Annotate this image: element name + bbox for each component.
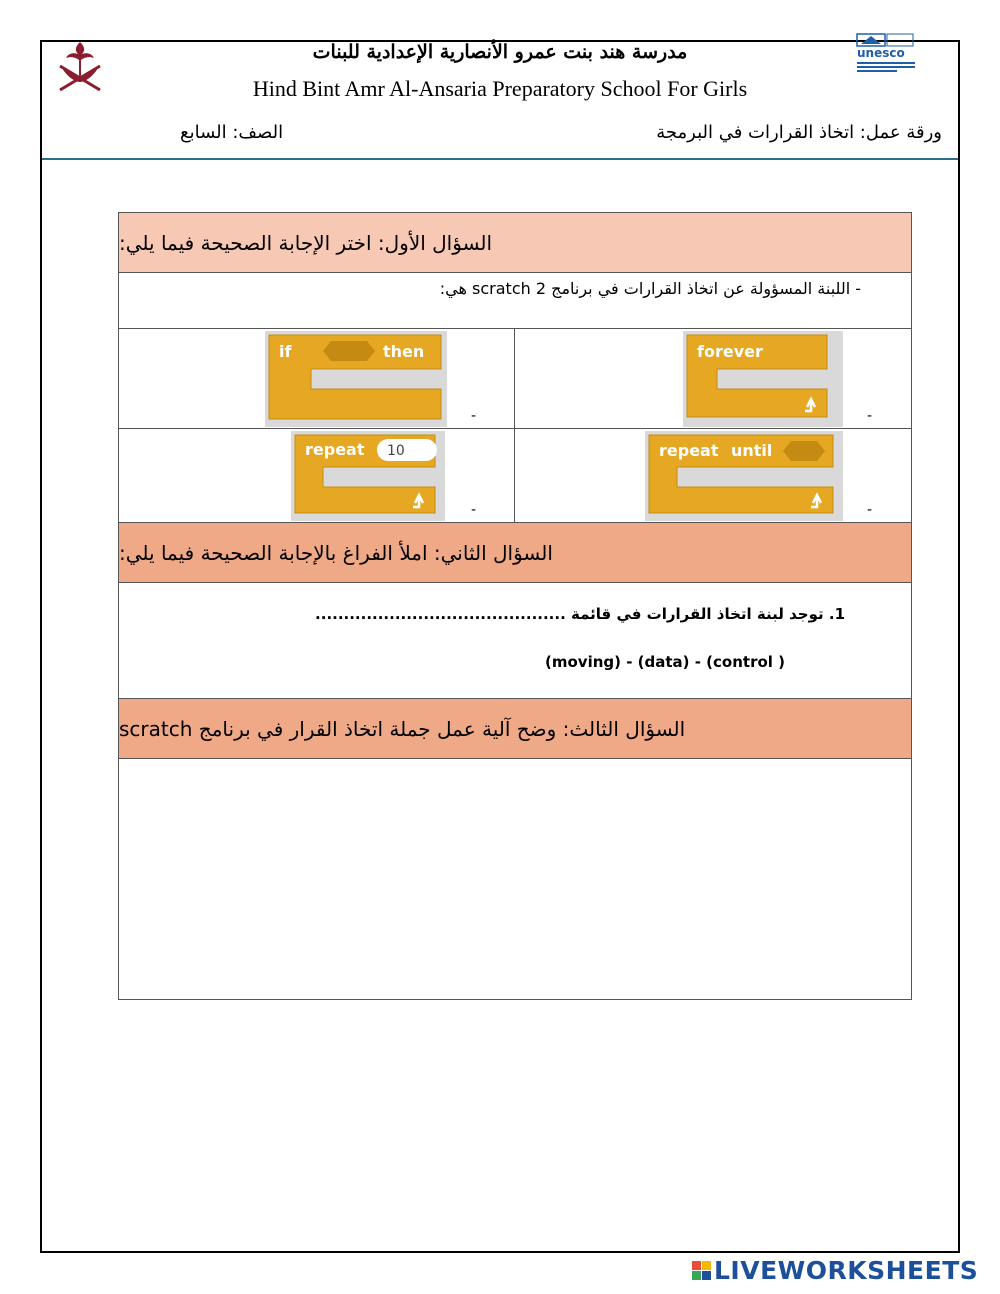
repeat-label: repeat — [305, 440, 365, 459]
repeat-until-block-icon — [645, 431, 843, 521]
questions-table — [118, 212, 912, 1000]
option-forever[interactable] — [515, 329, 911, 428]
if-then-block-icon — [265, 331, 447, 427]
school-name-arabic: مدرسة هند بنت عمرو الأنصارية الإعدادية للبنات — [312, 41, 688, 63]
question3-header — [119, 699, 911, 759]
repeat-count: 10 — [387, 443, 405, 459]
option-repeat-until-dash: - — [867, 502, 873, 518]
if-label: if — [279, 342, 292, 361]
question2-header — [119, 523, 911, 583]
question1-header — [119, 213, 911, 273]
option-repeat-dash: - — [471, 502, 477, 518]
question3-answer-area[interactable] — [119, 759, 911, 999]
liveworksheets-logo-icon — [692, 1261, 711, 1280]
grade-label: الصف: السابع — [180, 122, 284, 143]
question2-choices: (moving) - (data) - (control ) — [545, 653, 786, 671]
then-label: then — [383, 342, 425, 361]
school-name-english: Hind Bint Amr Al-Ansaria Preparatory School For Girls — [252, 76, 748, 101]
repeat-block-icon — [291, 431, 445, 521]
question1-stem: - اللبنة المسؤولة عن اتخاذ القرارات في برنامج scratch 2 هي: — [119, 273, 911, 329]
option-if-then[interactable] — [119, 329, 515, 428]
option-repeat-until[interactable] — [515, 429, 911, 522]
unesco-logo — [855, 32, 917, 78]
question1-title: السؤال الأول: اختر الإجابة الصحيحة فيما يلي: — [119, 230, 493, 255]
forever-block-icon — [683, 331, 843, 427]
option-repeat[interactable] — [119, 429, 515, 522]
option-if-then-dash: - — [471, 408, 477, 424]
question2-item[interactable]: 1. توجد لبنة اتخاذ القرارات في قائمة ............................................ — [315, 605, 845, 623]
question2-title: السؤال الثاني: املأ الفراغ بالإجابة الصحيحة فيما يلي: — [119, 540, 553, 565]
question2-body — [119, 583, 911, 699]
worksheet-title: ورقة عمل: اتخاذ القرارات في البرمجة — [656, 122, 942, 143]
header-divider — [42, 158, 958, 160]
unesco-label: unesco — [857, 46, 905, 60]
liveworksheets-brand — [692, 1255, 992, 1285]
question3-title: السؤال الثالث: وضح آلية عمل جملة اتخاذ القرار في برنامج scratch — [119, 716, 686, 741]
repeat-until-label-2: until — [731, 441, 773, 460]
options-row-2 — [119, 429, 911, 523]
options-row-1 — [119, 329, 911, 429]
option-forever-dash: - — [867, 408, 873, 424]
repeat-until-label-1: repeat — [659, 441, 719, 460]
liveworksheets-label: LIVEWORKSHEETS — [714, 1255, 979, 1285]
forever-label: forever — [697, 342, 763, 361]
